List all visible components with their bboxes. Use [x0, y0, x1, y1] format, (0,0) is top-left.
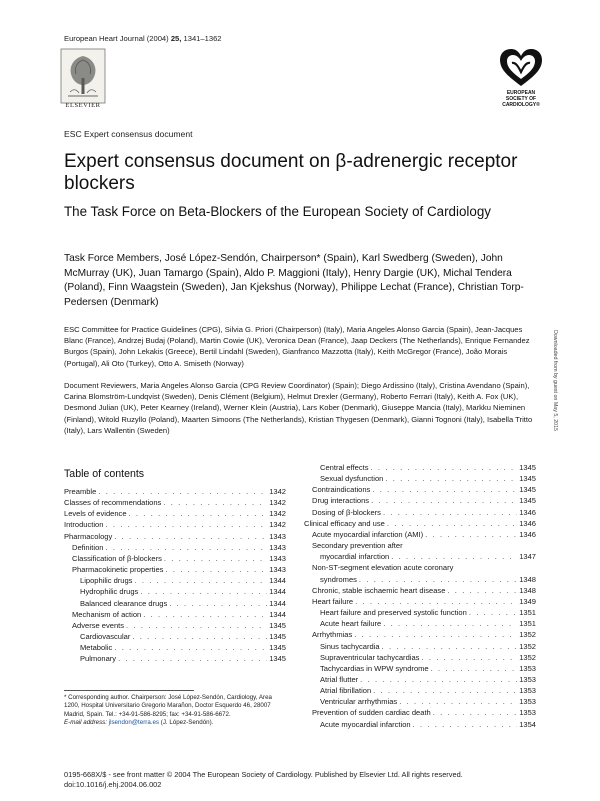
toc-dot-leader [161, 497, 267, 508]
toc-entry-page: 1342 [269, 509, 286, 519]
journal-name: European Heart Journal (2004) [64, 34, 169, 43]
toc-dot-leader [383, 473, 517, 484]
toc-entry-title: Lipophilic drugs [80, 576, 133, 586]
elsevier-tree-logo [60, 48, 106, 104]
toc-entry-title: Non-ST-segment elevation acute coronary [312, 563, 454, 573]
toc-dot-leader [124, 620, 267, 631]
doi-line[interactable]: doi:10.1016/j.ehj.2004.06.002 [64, 780, 162, 790]
toc-entry[interactable] [64, 553, 286, 564]
toc-entry-page: 1345 [519, 496, 536, 506]
toc-dot-leader [127, 508, 268, 519]
toc-entry-page: 1344 [269, 576, 286, 586]
toc-entry[interactable] [64, 508, 286, 519]
journal-citation [64, 34, 222, 43]
toc-entry-page: 1349 [519, 596, 536, 606]
toc-entry[interactable] [64, 642, 286, 653]
toc-dot-leader [112, 642, 267, 653]
toc-entry[interactable] [304, 641, 536, 652]
toc-entry-page: 1344 [269, 587, 286, 597]
toc-dot-leader [423, 529, 517, 540]
toc-entry-page: 1353 [519, 674, 536, 684]
toc-entry-title: Acute heart failure [320, 619, 382, 629]
toc-dot-leader [369, 495, 517, 506]
document-type: ESC Expert consensus document [64, 129, 193, 139]
toc-entry-page: 1345 [519, 463, 536, 472]
toc-entry[interactable] [304, 473, 536, 484]
corresponding-author-footnote [64, 694, 284, 728]
toc-dot-leader [130, 631, 267, 642]
email-suffix: (J. López-Sendón). [160, 719, 214, 727]
toc-dot-leader [380, 641, 518, 652]
toc-entry-page: 1351 [519, 619, 536, 629]
toc-entry-page: 1353 [519, 697, 536, 707]
society-line-1: EUROPEAN [506, 90, 536, 96]
toc-entry[interactable] [64, 631, 286, 642]
toc-entry[interactable] [64, 531, 286, 542]
toc-entry-title: Cardiovascular [80, 632, 131, 642]
toc-entry-page: 1343 [269, 531, 286, 541]
toc-dot-leader [389, 551, 517, 562]
toc-dot-leader [112, 531, 267, 542]
toc-entry-title: Pulmonary [80, 654, 117, 664]
toc-entry-page: 1345 [269, 643, 286, 653]
toc-entry-page: 1346 [519, 529, 536, 539]
toc-entry[interactable] [64, 575, 286, 586]
toc-entry[interactable] [304, 574, 536, 585]
toc-entry-title: Classes of recommendations [64, 498, 162, 508]
toc-entry-page: 1352 [519, 641, 536, 651]
toc-dot-leader [445, 585, 517, 596]
society-line-2: SOCIETY OF [505, 96, 537, 102]
toc-entry-title: Chronic, stable ischaemic heart disease [312, 585, 446, 595]
toc-entry[interactable] [304, 607, 536, 618]
toc-entry[interactable] [304, 495, 536, 506]
footnote-divider [64, 690, 194, 691]
toc-entry-title: Acute myocardial infarction (AMI) [312, 529, 424, 539]
toc-entry-page: 1353 [519, 708, 536, 718]
toc-entry-page: 1352 [519, 630, 536, 640]
toc-entry-title: Preamble [64, 487, 97, 496]
society-line-3: CARDIOLOGY® [502, 102, 540, 108]
toc-entry-title: Dosing of β-blockers [312, 507, 381, 517]
toc-entry-title: Adverse events [72, 620, 125, 630]
toc-entry-title: Central effects [320, 463, 369, 472]
toc-entry-title: Tachycardias in WPW syndrome [320, 663, 429, 673]
toc-entry-title: Sinus tachycardia [320, 641, 380, 651]
toc-dot-leader [369, 462, 518, 473]
toc-entry-page: 1342 [269, 520, 286, 530]
toc-entry-title: Atrial fibrillation [320, 686, 372, 696]
toc-entry-page: 1351 [519, 608, 536, 618]
toc-entry[interactable] [304, 529, 536, 540]
toc-entry-title: Contraindications [312, 485, 371, 495]
toc-entry[interactable] [304, 562, 536, 573]
toc-entry-page: 1344 [269, 609, 286, 619]
toc-entry-title: Pharmacology [64, 531, 113, 541]
toc-entry[interactable] [64, 486, 286, 497]
toc-entry[interactable] [64, 653, 286, 664]
toc-dot-leader [138, 586, 267, 597]
toc-dot-leader [431, 707, 517, 718]
toc-dot-leader [352, 629, 517, 640]
toc-entry[interactable] [64, 609, 286, 620]
toc-entry-page: 1344 [269, 598, 286, 608]
journal-pages: 1341–1362 [183, 34, 222, 43]
toc-dot-leader [162, 553, 267, 564]
toc-entry[interactable] [304, 585, 536, 596]
society-name [486, 90, 556, 108]
toc-entry-title: Heart failure and preserved systolic function [320, 608, 467, 618]
toc-entry-title: Drug interactions [312, 496, 370, 506]
publisher-name: ELSEVIER [65, 102, 101, 109]
toc-entry-title: Mechanism of action [72, 609, 142, 619]
toc-entry[interactable] [304, 518, 536, 529]
toc-entry[interactable] [64, 542, 286, 553]
toc-entry[interactable] [304, 629, 536, 640]
toc-entry-title: syndromes [320, 574, 357, 584]
toc-entry[interactable] [64, 519, 286, 530]
toc-entry[interactable] [304, 707, 536, 718]
toc-entry-title: myocardial infarction [320, 552, 390, 562]
toc-entry-title: Pharmacokinetic properties [72, 565, 164, 575]
toc-entry-page: 1348 [519, 574, 536, 584]
toc-entry[interactable] [304, 596, 536, 607]
toc-dot-leader [358, 674, 517, 685]
toc-entry[interactable] [304, 484, 536, 495]
toc-dot-leader [381, 618, 517, 629]
toc-entry[interactable] [304, 719, 536, 730]
toc-entry-page: 1348 [519, 585, 536, 595]
toc-entry-title: Classification of β-blockers [72, 553, 162, 563]
toc-entry[interactable] [304, 462, 536, 473]
toc-entry-page: 1352 [519, 652, 536, 662]
toc-entry-page: 1342 [269, 498, 286, 508]
toc-dot-leader [381, 507, 517, 518]
toc-entry[interactable] [304, 674, 536, 685]
toc-entry-title: Metabolic [80, 643, 113, 653]
toc-dot-leader [370, 484, 517, 495]
toc-entry-title: Ventricular arrhythmias [320, 697, 398, 707]
toc-entry[interactable] [304, 663, 536, 674]
toc-entry-page: 1353 [519, 663, 536, 673]
page-title: Expert consensus document on β-adrenergic receptor blockers [64, 151, 518, 194]
toc-dot-leader [385, 518, 517, 529]
toc-entry-page: 1345 [269, 654, 286, 664]
toc-entry-title: Supraventricular tachycardias [320, 652, 420, 662]
toc-entry[interactable] [304, 618, 536, 629]
email-label: E-mail address: [64, 719, 107, 727]
toc-entry[interactable] [64, 497, 286, 508]
toc-entry[interactable] [64, 620, 286, 631]
toc-entry-title: Levels of evidence [64, 509, 127, 519]
page-subtitle: The Task Force on Beta-Blockers of the European Society of Cardiology [64, 204, 491, 219]
toc-dot-leader [419, 652, 517, 663]
copyright-line: 0195-668X/$ - see front matter © 2004 The European Society of Cardiology. Published by Elsevier Ltd. All rights reserved. [64, 770, 463, 779]
toc-entry-page: 1345 [269, 620, 286, 630]
toc-dot-leader [353, 596, 517, 607]
toc-dot-leader [167, 598, 267, 609]
toc-entry-title: Clinical efficacy and use [304, 518, 385, 528]
toc-entry[interactable] [304, 696, 536, 707]
committee-members: ESC Committee for Practice Guidelines (CPG), Silvia G. Priori (Chairperson) (Italy), Maria Angeles Alonso Garcia (Spain), Jean-Jacques Blanc (France), Andrzej Budaj (Poland), Martin Cowie (UK), Veronica Dean (France), Jaap Deckers (The Netherlands), Enrique Fernandez Burgos (Spain), John Lekakis (Greece), Bertil Lindahl (Sweden), Gianfranco Mazzotta (Italy), Keith McGregor (France), João Morais (Portugal), Ali Oto (Turkey), Otto A. Smiseth (Norway) [64, 325, 530, 368]
toc-entry[interactable] [304, 507, 536, 518]
toc-entry-page: 1345 [519, 485, 536, 495]
toc-entry-page: 1354 [519, 719, 536, 729]
toc-dot-leader [467, 607, 517, 618]
toc-dot-leader [411, 719, 518, 730]
toc-entry-page: 1343 [269, 542, 286, 552]
toc-dot-leader [103, 542, 267, 553]
toc-dot-leader [132, 575, 267, 586]
document-reviewers: Document Reviewers, Maria Angeles Alonso Garcia (CPG Review Coordinator) (Spain); Diego Ardissino (Italy), Cristina Avendano (Spain), Carina Blomström-Lundqvist (Sweden), Denis Clément (Belgium), Helmut Drexler (Germany), Roberto Ferrari (Italy), Keith A. Fox (UK), Desmond Julian (UK), Peter Kearney (Ireland), Werner Klein (Austria), Lars Kober (Denmark), Giuseppe Mancia (Italy), Markku Nieminen (Finland), Witold Ruzyllo (Poland), Maarten Simoons (The Netherlands), Kristian Thygesen (Denmark), Gianni Tognoni (Italy), Isabella Tritto (Italy), Lars Wallentin (Sweden) [64, 381, 533, 435]
toc-entry-page: 1346 [519, 507, 536, 517]
toc-dot-leader [371, 685, 517, 696]
toc-entry-page: 1343 [269, 553, 286, 563]
toc-entry-title: Arrhythmias [312, 630, 353, 640]
toc-entry[interactable] [304, 540, 536, 551]
download-watermark: Downloaded from by guest on May 5, 2015 [552, 330, 558, 431]
toc-dot-leader [397, 696, 517, 707]
toc-entry-title: Acute myocardial infarction [320, 719, 411, 729]
toc-dot-leader [103, 519, 267, 530]
toc-entry-title: Heart failure [312, 596, 354, 606]
journal-volume: 25, [170, 34, 182, 43]
toc-entry[interactable] [304, 551, 536, 562]
toc-dot-leader [429, 663, 518, 674]
toc-dot-leader [141, 609, 267, 620]
toc-entry-page: 1342 [269, 487, 286, 496]
toc-entry-title: Prevention of sudden cardiac death [312, 708, 431, 718]
toc-entry-title: Secondary prevention after [312, 541, 403, 551]
toc-entry[interactable] [304, 685, 536, 696]
toc-entry-page: 1345 [269, 632, 286, 642]
toc-left-column [64, 486, 286, 665]
footnote-text: * Corresponding author. Chairperson: José López-Sendón, Cardiology, Area 1200, Hospital Universitario Gregorio Marañon, Doctor Esquerdo 46, 28007 Madrid, Spain. Tel.: +34-91-586-8295; fax: +34-91-586-6672. [64, 694, 272, 718]
toc-dot-leader [357, 574, 517, 585]
toc-entry-page: 1353 [519, 686, 536, 696]
page-footer [64, 770, 534, 791]
author-email-link[interactable]: jlsendon@terra.es [108, 719, 160, 727]
toc-dot-leader [116, 653, 267, 664]
toc-entry[interactable] [64, 598, 286, 609]
toc-entry-page: 1347 [519, 552, 536, 562]
heart-logo-icon [492, 46, 550, 90]
toc-entry[interactable] [64, 586, 286, 597]
toc-heading: Table of contents [64, 468, 145, 480]
toc-dot-leader [163, 564, 267, 575]
toc-right-column [304, 462, 536, 730]
task-force-members: Task Force Members, José López-Sendón, Chairperson* (Spain), Karl Swedberg (Sweden), John McMurray (UK), Juan Tamargo (Spain), Aldo P. Maggioni (Italy), Henry Dargie (UK), Michal Tendera (Poland), Finn Waagstein (Sweden), Jan Kjekshus (Norway), Philippe Lechat (France), Christian Torp-Pedersen (Denmark) [64, 253, 524, 308]
toc-entry-page: 1343 [269, 565, 286, 575]
toc-entry-title: Sexual dysfunction [320, 474, 384, 484]
toc-entry-title: Balanced clearance drugs [80, 598, 168, 608]
toc-dot-leader [96, 486, 267, 497]
toc-entry[interactable] [64, 564, 286, 575]
toc-entry-page: 1346 [519, 518, 536, 528]
toc-entry-page: 1345 [519, 474, 536, 484]
toc-entry-title: Hydrophilic drugs [80, 587, 139, 597]
toc-entry-title: Atrial flutter [320, 674, 359, 684]
toc-entry-title: Introduction [64, 520, 104, 530]
toc-entry[interactable] [304, 652, 536, 663]
toc-entry-title: Definition [72, 542, 104, 552]
